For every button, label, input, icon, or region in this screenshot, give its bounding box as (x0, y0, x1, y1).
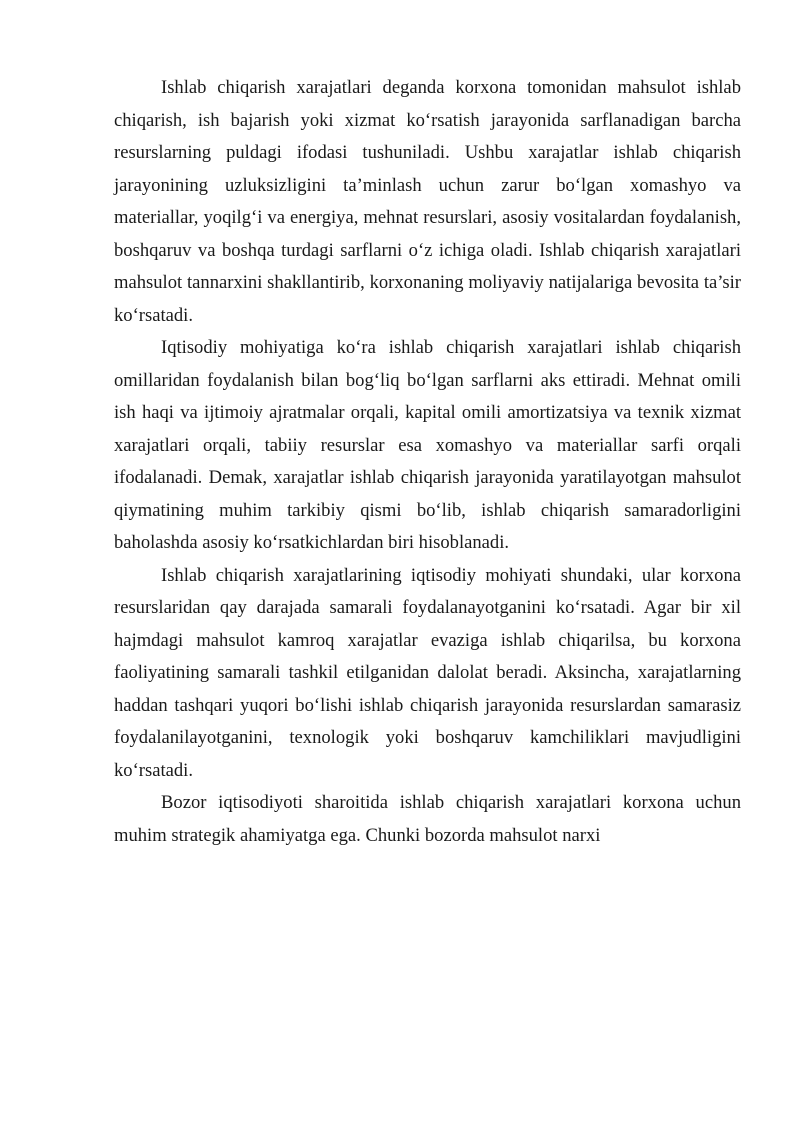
paragraph-3: Ishlab chiqarish xarajatlarining iqtisodiy mohiyati shundaki, ular korxona resurslaridan qay darajada samarali foydalanayotganini ko‘rsatadi. Agar bir xil hajmdagi mahsulot kamroq xarajatlar evaziga ishlab chiqarilsa, bu korxona faoliyatining samarali tashkil etilganidan dalolat beradi. Aksincha, xarajatlarning haddan tashqari yuqori bo‘lishi ishlab chiqarish jarayonida resurslardan samarasiz foydalanilayotganini, texnologik yoki boshqaruv kamchiliklari mavjudligini ko‘rsatadi. (114, 564, 741, 781)
paragraph-4: Bozor iqtisodiyoti sharoitida ishlab chiqarish xarajatlari korxona uchun muhim strategik ahamiyatga ega. Chunki bozorda mahsulot narxi (114, 792, 741, 846)
paragraph-1: Ishlab chiqarish xarajatlari deganda korxona tomonidan mahsulot ishlab chiqarish, ish bajarish yoki xizmat ko‘rsatish jarayonida sarflanadigan barcha resurslarning puldagi ifodasi tushuniladi. Ushbu xarajatlar ishlab chiqarish jarayonining uzluksizligini ta’minlash uchun zarur bo‘lgan xomashyo va materiallar, yoqilg‘i va energiya, mehnat resurslari, asosiy vositalardan foydalanish, boshqaruv va boshqa turdagi sarflarni o‘z ichiga oladi. Ishlab chiqarish xarajatlari mahsulot tannarxini shakllantirib, korxonaning moliyaviy natijalariga bevosita ta’sir ko‘rsatadi. (114, 77, 741, 326)
document-page (114, 72, 741, 852)
paragraph-2: Iqtisodiy mohiyatiga ko‘ra ishlab chiqarish xarajatlari ishlab chiqarish omillaridan foydalanish bilan bog‘liq bo‘lgan sarflarni aks ettiradi. Mehnat omili ish haqi va ijtimoiy ajratmalar orqali, kapital omili amortizatsiya va texnik xizmat xarajatlari orqali, tabiiy resurslar esa xomashyo va materiallar sarfi orqali ifodalanadi. Demak, xarajatlar ishlab chiqarish jarayonida yaratilayotgan mahsulot qiymatining muhim tarkibiy qismi bo‘lib, ishlab chiqarish samaradorligini baholashda asosiy ko‘rsatkichlardan biri hisoblanadi. (114, 337, 741, 553)
